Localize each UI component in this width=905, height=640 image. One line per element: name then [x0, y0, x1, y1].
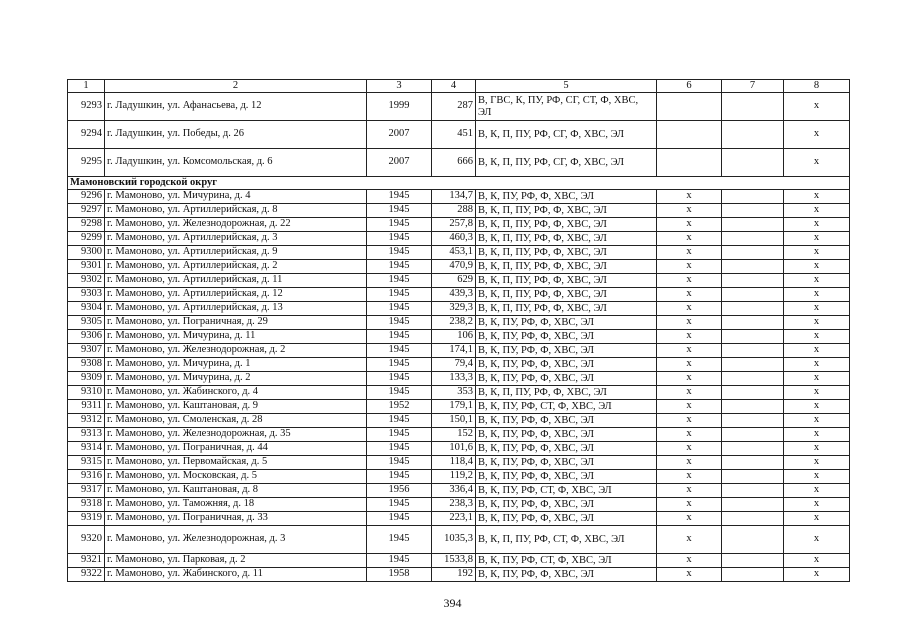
- row-number: 9294: [68, 121, 105, 149]
- works-cell: В, К, ПУ, РФ, Ф, ХВС, ЭЛ: [476, 330, 657, 344]
- col8-cell: x: [784, 204, 850, 218]
- col7-cell: [722, 121, 784, 149]
- works-cell: В, К, П, ПУ, РФ, Ф, ХВС, ЭЛ: [476, 260, 657, 274]
- address-cell: г. Мамоново, ул. Мичурина, д. 1: [105, 358, 367, 372]
- year-cell: 1945: [367, 344, 432, 358]
- year-cell: 1945: [367, 274, 432, 288]
- col8-cell: x: [784, 93, 850, 121]
- works-cell: В, К, ПУ, РФ, Ф, ХВС, ЭЛ: [476, 344, 657, 358]
- col7-cell: [722, 498, 784, 512]
- col8-cell: x: [784, 121, 850, 149]
- area-cell: 134,7: [432, 190, 476, 204]
- works-cell: В, К, П, ПУ, РФ, СГ, Ф, ХВС, ЭЛ: [476, 149, 657, 177]
- row-number: 9298: [68, 218, 105, 232]
- works-cell: В, К, П, ПУ, РФ, СГ, Ф, ХВС, ЭЛ: [476, 121, 657, 149]
- works-cell: В, К, ПУ, РФ, Ф, ХВС, ЭЛ: [476, 190, 657, 204]
- address-cell: г. Мамоново, ул. Парковая, д. 2: [105, 554, 367, 568]
- year-cell: 1945: [367, 456, 432, 470]
- works-cell: В, К, П, ПУ, РФ, Ф, ХВС, ЭЛ: [476, 288, 657, 302]
- works-cell: В, К, ПУ, РФ, Ф, ХВС, ЭЛ: [476, 456, 657, 470]
- address-cell: г. Мамоново, ул. Таможняя, д. 18: [105, 498, 367, 512]
- year-cell: 1956: [367, 484, 432, 498]
- col6-cell: x: [657, 344, 722, 358]
- table-row: [68, 414, 850, 428]
- year-cell: 1945: [367, 288, 432, 302]
- col6-cell: x: [657, 260, 722, 274]
- col7-cell: [722, 568, 784, 582]
- year-cell: 1945: [367, 554, 432, 568]
- col7-cell: [722, 246, 784, 260]
- address-cell: г. Мамоново, ул. Пограничная, д. 44: [105, 442, 367, 456]
- address-cell: г. Мамоново, ул. Каштановая, д. 8: [105, 484, 367, 498]
- year-cell: 1945: [367, 190, 432, 204]
- col6-cell: x: [657, 316, 722, 330]
- col7-cell: [722, 274, 784, 288]
- col8-cell: x: [784, 218, 850, 232]
- col8-cell: x: [784, 344, 850, 358]
- table-row: [68, 288, 850, 302]
- col6-cell: x: [657, 246, 722, 260]
- year-cell: 1945: [367, 386, 432, 400]
- address-cell: г. Ладушкин, ул. Комсомольская, д. 6: [105, 149, 367, 177]
- year-cell: 1945: [367, 512, 432, 526]
- col6-cell: [657, 93, 722, 121]
- col7-cell: [722, 302, 784, 316]
- area-cell: 257,8: [432, 218, 476, 232]
- col8-cell: x: [784, 386, 850, 400]
- col7-cell: [722, 526, 784, 554]
- col6-cell: x: [657, 232, 722, 246]
- area-cell: 470,9: [432, 260, 476, 274]
- col8-cell: x: [784, 470, 850, 484]
- area-cell: 192: [432, 568, 476, 582]
- row-number: 9314: [68, 442, 105, 456]
- col8-cell: x: [784, 456, 850, 470]
- address-cell: г. Мамоново, ул. Артиллерийская, д. 13: [105, 302, 367, 316]
- col8-cell: x: [784, 246, 850, 260]
- col6-cell: x: [657, 512, 722, 526]
- area-cell: 179,1: [432, 400, 476, 414]
- table-row: [68, 386, 850, 400]
- col8-cell: x: [784, 414, 850, 428]
- area-cell: 439,3: [432, 288, 476, 302]
- table-row: [68, 149, 850, 177]
- row-number: 9318: [68, 498, 105, 512]
- area-cell: 238,2: [432, 316, 476, 330]
- area-cell: 238,3: [432, 498, 476, 512]
- col8-cell: x: [784, 302, 850, 316]
- row-number: 9295: [68, 149, 105, 177]
- column-header: 1: [68, 80, 105, 93]
- year-cell: 2007: [367, 121, 432, 149]
- col6-cell: x: [657, 218, 722, 232]
- col6-cell: x: [657, 386, 722, 400]
- col6-cell: [657, 149, 722, 177]
- col7-cell: [722, 316, 784, 330]
- address-cell: г. Мамоново, ул. Мичурина, д. 11: [105, 330, 367, 344]
- row-number: 9310: [68, 386, 105, 400]
- row-number: 9293: [68, 93, 105, 121]
- col8-cell: x: [784, 372, 850, 386]
- address-cell: г. Мамоново, ул. Жабинского, д. 11: [105, 568, 367, 582]
- works-cell: В, К, П, ПУ, РФ, Ф, ХВС, ЭЛ: [476, 204, 657, 218]
- table-row: [68, 93, 850, 121]
- area-cell: 101,6: [432, 442, 476, 456]
- table-row: [68, 484, 850, 498]
- table-row: [68, 274, 850, 288]
- works-cell: В, К, П, ПУ, РФ, СТ, Ф, ХВС, ЭЛ: [476, 526, 657, 554]
- row-number: 9315: [68, 456, 105, 470]
- works-cell: В, К, ПУ, РФ, Ф, ХВС, ЭЛ: [476, 470, 657, 484]
- row-number: 9311: [68, 400, 105, 414]
- area-cell: 336,4: [432, 484, 476, 498]
- col7-cell: [722, 330, 784, 344]
- address-cell: г. Мамоново, ул. Железнодорожная, д. 3: [105, 526, 367, 554]
- address-cell: г. Мамоново, ул. Железнодорожная, д. 2: [105, 344, 367, 358]
- col6-cell: x: [657, 428, 722, 442]
- col6-cell: x: [657, 190, 722, 204]
- col6-cell: x: [657, 526, 722, 554]
- works-cell: В, К, ПУ, РФ, СТ, Ф, ХВС, ЭЛ: [476, 400, 657, 414]
- year-cell: 1945: [367, 428, 432, 442]
- col7-cell: [722, 456, 784, 470]
- table-row: [68, 190, 850, 204]
- column-header: 2: [105, 80, 367, 93]
- area-cell: 329,3: [432, 302, 476, 316]
- year-cell: 1945: [367, 316, 432, 330]
- address-cell: г. Мамоново, ул. Железнодорожная, д. 22: [105, 218, 367, 232]
- col8-cell: x: [784, 316, 850, 330]
- col6-cell: x: [657, 400, 722, 414]
- housing-table: [67, 79, 850, 582]
- area-cell: 152: [432, 428, 476, 442]
- col8-cell: x: [784, 512, 850, 526]
- row-number: 9312: [68, 414, 105, 428]
- table-row: [68, 428, 850, 442]
- col7-cell: [722, 232, 784, 246]
- col7-cell: [722, 400, 784, 414]
- year-cell: 1945: [367, 330, 432, 344]
- col7-cell: [722, 149, 784, 177]
- table-row: [68, 330, 850, 344]
- row-number: 9317: [68, 484, 105, 498]
- row-number: 9304: [68, 302, 105, 316]
- works-cell: В, К, ПУ, РФ, СТ, Ф, ХВС, ЭЛ: [476, 554, 657, 568]
- col8-cell: x: [784, 149, 850, 177]
- table-row: [68, 302, 850, 316]
- year-cell: 1945: [367, 218, 432, 232]
- year-cell: 1945: [367, 442, 432, 456]
- address-cell: г. Мамоново, ул. Мичурина, д. 4: [105, 190, 367, 204]
- col7-cell: [722, 512, 784, 526]
- year-cell: 1945: [367, 414, 432, 428]
- table-row: [68, 204, 850, 218]
- col8-cell: x: [784, 288, 850, 302]
- col8-cell: x: [784, 400, 850, 414]
- col8-cell: x: [784, 330, 850, 344]
- col6-cell: x: [657, 274, 722, 288]
- row-number: 9300: [68, 246, 105, 260]
- address-cell: г. Мамоново, ул. Жабинского, д. 4: [105, 386, 367, 400]
- table-row: [68, 498, 850, 512]
- address-cell: г. Мамоново, ул. Артиллерийская, д. 12: [105, 288, 367, 302]
- col7-cell: [722, 344, 784, 358]
- col6-cell: x: [657, 288, 722, 302]
- area-cell: 353: [432, 386, 476, 400]
- works-cell: В, К, ПУ, РФ, Ф, ХВС, ЭЛ: [476, 442, 657, 456]
- year-cell: 1945: [367, 246, 432, 260]
- row-number: 9306: [68, 330, 105, 344]
- col7-cell: [722, 93, 784, 121]
- row-number: 9302: [68, 274, 105, 288]
- table-row: [68, 554, 850, 568]
- col6-cell: x: [657, 484, 722, 498]
- year-cell: 1945: [367, 260, 432, 274]
- year-cell: 2007: [367, 149, 432, 177]
- address-cell: г. Мамоново, ул. Московская, д. 5: [105, 470, 367, 484]
- table-row: [68, 218, 850, 232]
- col7-cell: [722, 372, 784, 386]
- area-cell: 453,1: [432, 246, 476, 260]
- year-cell: 1945: [367, 358, 432, 372]
- table-row: [68, 456, 850, 470]
- works-cell: В, К, ПУ, РФ, Ф, ХВС, ЭЛ: [476, 358, 657, 372]
- col6-cell: x: [657, 414, 722, 428]
- col8-cell: x: [784, 442, 850, 456]
- col7-cell: [722, 386, 784, 400]
- header-row: [68, 80, 850, 93]
- column-header: 4: [432, 80, 476, 93]
- area-cell: 223,1: [432, 512, 476, 526]
- address-cell: г. Мамоново, ул. Артиллерийская, д. 2: [105, 260, 367, 274]
- col6-cell: x: [657, 568, 722, 582]
- col6-cell: x: [657, 204, 722, 218]
- works-cell: В, К, ПУ, РФ, Ф, ХВС, ЭЛ: [476, 428, 657, 442]
- col7-cell: [722, 484, 784, 498]
- col7-cell: [722, 414, 784, 428]
- works-cell: В, ГВС, К, ПУ, РФ, СГ, СТ, Ф, ХВС, ЭЛ: [476, 93, 657, 121]
- column-header: 5: [476, 80, 657, 93]
- col7-cell: [722, 470, 784, 484]
- row-number: 9319: [68, 512, 105, 526]
- area-cell: 119,2: [432, 470, 476, 484]
- works-cell: В, К, ПУ, РФ, Ф, ХВС, ЭЛ: [476, 512, 657, 526]
- table-row: [68, 442, 850, 456]
- col7-cell: [722, 358, 784, 372]
- table-row: [68, 400, 850, 414]
- table-row: [68, 316, 850, 330]
- col6-cell: x: [657, 498, 722, 512]
- table-row: [68, 232, 850, 246]
- column-header: 6: [657, 80, 722, 93]
- row-number: 9305: [68, 316, 105, 330]
- col8-cell: x: [784, 568, 850, 582]
- works-cell: В, К, ПУ, РФ, Ф, ХВС, ЭЛ: [476, 568, 657, 582]
- table-row: [68, 512, 850, 526]
- section-row: [68, 177, 850, 190]
- col7-cell: [722, 428, 784, 442]
- address-cell: г. Ладушкин, ул. Афанасьева, д. 12: [105, 93, 367, 121]
- row-number: 9309: [68, 372, 105, 386]
- address-cell: г. Мамоново, ул. Пограничная, д. 29: [105, 316, 367, 330]
- address-cell: г. Мамоново, ул. Мичурина, д. 2: [105, 372, 367, 386]
- table-row: [68, 568, 850, 582]
- page-number: 394: [443, 596, 462, 610]
- col8-cell: x: [784, 190, 850, 204]
- col6-cell: x: [657, 470, 722, 484]
- works-cell: В, К, ПУ, РФ, Ф, ХВС, ЭЛ: [476, 316, 657, 330]
- col7-cell: [722, 442, 784, 456]
- col8-cell: x: [784, 428, 850, 442]
- address-cell: г. Мамоново, ул. Артиллерийская, д. 9: [105, 246, 367, 260]
- area-cell: 666: [432, 149, 476, 177]
- area-cell: 287: [432, 93, 476, 121]
- area-cell: 288: [432, 204, 476, 218]
- row-number: 9322: [68, 568, 105, 582]
- col7-cell: [722, 204, 784, 218]
- col7-cell: [722, 554, 784, 568]
- row-number: 9308: [68, 358, 105, 372]
- table-row: [68, 260, 850, 274]
- row-number: 9316: [68, 470, 105, 484]
- year-cell: 1945: [367, 204, 432, 218]
- table-row: [68, 246, 850, 260]
- year-cell: 1958: [367, 568, 432, 582]
- year-cell: 1945: [367, 372, 432, 386]
- works-cell: В, К, П, ПУ, РФ, Ф, ХВС, ЭЛ: [476, 386, 657, 400]
- col8-cell: x: [784, 554, 850, 568]
- row-number: 9303: [68, 288, 105, 302]
- col6-cell: x: [657, 372, 722, 386]
- works-cell: В, К, П, ПУ, РФ, Ф, ХВС, ЭЛ: [476, 246, 657, 260]
- row-number: 9307: [68, 344, 105, 358]
- year-cell: 1945: [367, 498, 432, 512]
- area-cell: 106: [432, 330, 476, 344]
- table-row: [68, 372, 850, 386]
- area-cell: 1035,3: [432, 526, 476, 554]
- row-number: 9299: [68, 232, 105, 246]
- works-cell: В, К, П, ПУ, РФ, Ф, ХВС, ЭЛ: [476, 232, 657, 246]
- table-row: [68, 470, 850, 484]
- col6-cell: x: [657, 442, 722, 456]
- works-cell: В, К, П, ПУ, РФ, Ф, ХВС, ЭЛ: [476, 218, 657, 232]
- area-cell: 150,1: [432, 414, 476, 428]
- column-header: 8: [784, 80, 850, 93]
- table-row: [68, 358, 850, 372]
- col6-cell: x: [657, 302, 722, 316]
- row-number: 9313: [68, 428, 105, 442]
- table-row: [68, 121, 850, 149]
- col6-cell: x: [657, 456, 722, 470]
- col7-cell: [722, 288, 784, 302]
- year-cell: 1952: [367, 400, 432, 414]
- area-cell: 1533,8: [432, 554, 476, 568]
- address-cell: г. Мамоново, ул. Артиллерийская, д. 3: [105, 232, 367, 246]
- column-header: 3: [367, 80, 432, 93]
- area-cell: 629: [432, 274, 476, 288]
- row-number: 9321: [68, 554, 105, 568]
- address-cell: г. Мамоново, ул. Каштановая, д. 9: [105, 400, 367, 414]
- works-cell: В, К, ПУ, РФ, СТ, Ф, ХВС, ЭЛ: [476, 484, 657, 498]
- col8-cell: x: [784, 498, 850, 512]
- col7-cell: [722, 260, 784, 274]
- year-cell: 1999: [367, 93, 432, 121]
- col8-cell: x: [784, 484, 850, 498]
- col8-cell: x: [784, 274, 850, 288]
- address-cell: г. Ладушкин, ул. Победы, д. 26: [105, 121, 367, 149]
- col6-cell: x: [657, 358, 722, 372]
- col8-cell: x: [784, 358, 850, 372]
- year-cell: 1945: [367, 526, 432, 554]
- works-cell: В, К, П, ПУ, РФ, Ф, ХВС, ЭЛ: [476, 274, 657, 288]
- col7-cell: [722, 190, 784, 204]
- address-cell: г. Мамоново, ул. Первомайская, д. 5: [105, 456, 367, 470]
- works-cell: В, К, П, ПУ, РФ, Ф, ХВС, ЭЛ: [476, 302, 657, 316]
- area-cell: 460,3: [432, 232, 476, 246]
- area-cell: 133,3: [432, 372, 476, 386]
- works-cell: В, К, ПУ, РФ, Ф, ХВС, ЭЛ: [476, 414, 657, 428]
- works-cell: В, К, ПУ, РФ, Ф, ХВС, ЭЛ: [476, 498, 657, 512]
- table-row: [68, 344, 850, 358]
- address-cell: г. Мамоново, ул. Артиллерийская, д. 8: [105, 204, 367, 218]
- works-cell: В, К, ПУ, РФ, Ф, ХВС, ЭЛ: [476, 372, 657, 386]
- address-cell: г. Мамоново, ул. Артиллерийская, д. 11: [105, 274, 367, 288]
- address-cell: г. Мамоново, ул. Пограничная, д. 33: [105, 512, 367, 526]
- area-cell: 79,4: [432, 358, 476, 372]
- area-cell: 451: [432, 121, 476, 149]
- section-title: Мамоновский городской округ: [68, 177, 850, 190]
- address-cell: г. Мамоново, ул. Железнодорожная, д. 35: [105, 428, 367, 442]
- column-header: 7: [722, 80, 784, 93]
- row-number: 9301: [68, 260, 105, 274]
- col6-cell: x: [657, 330, 722, 344]
- row-number: 9296: [68, 190, 105, 204]
- col8-cell: x: [784, 526, 850, 554]
- row-number: 9297: [68, 204, 105, 218]
- row-number: 9320: [68, 526, 105, 554]
- year-cell: 1945: [367, 232, 432, 246]
- col6-cell: x: [657, 554, 722, 568]
- col8-cell: x: [784, 232, 850, 246]
- col8-cell: x: [784, 260, 850, 274]
- col7-cell: [722, 218, 784, 232]
- year-cell: 1945: [367, 302, 432, 316]
- col6-cell: [657, 121, 722, 149]
- table-row: [68, 526, 850, 554]
- address-cell: г. Мамоново, ул. Смоленская, д. 28: [105, 414, 367, 428]
- area-cell: 174,1: [432, 344, 476, 358]
- year-cell: 1945: [367, 470, 432, 484]
- area-cell: 118,4: [432, 456, 476, 470]
